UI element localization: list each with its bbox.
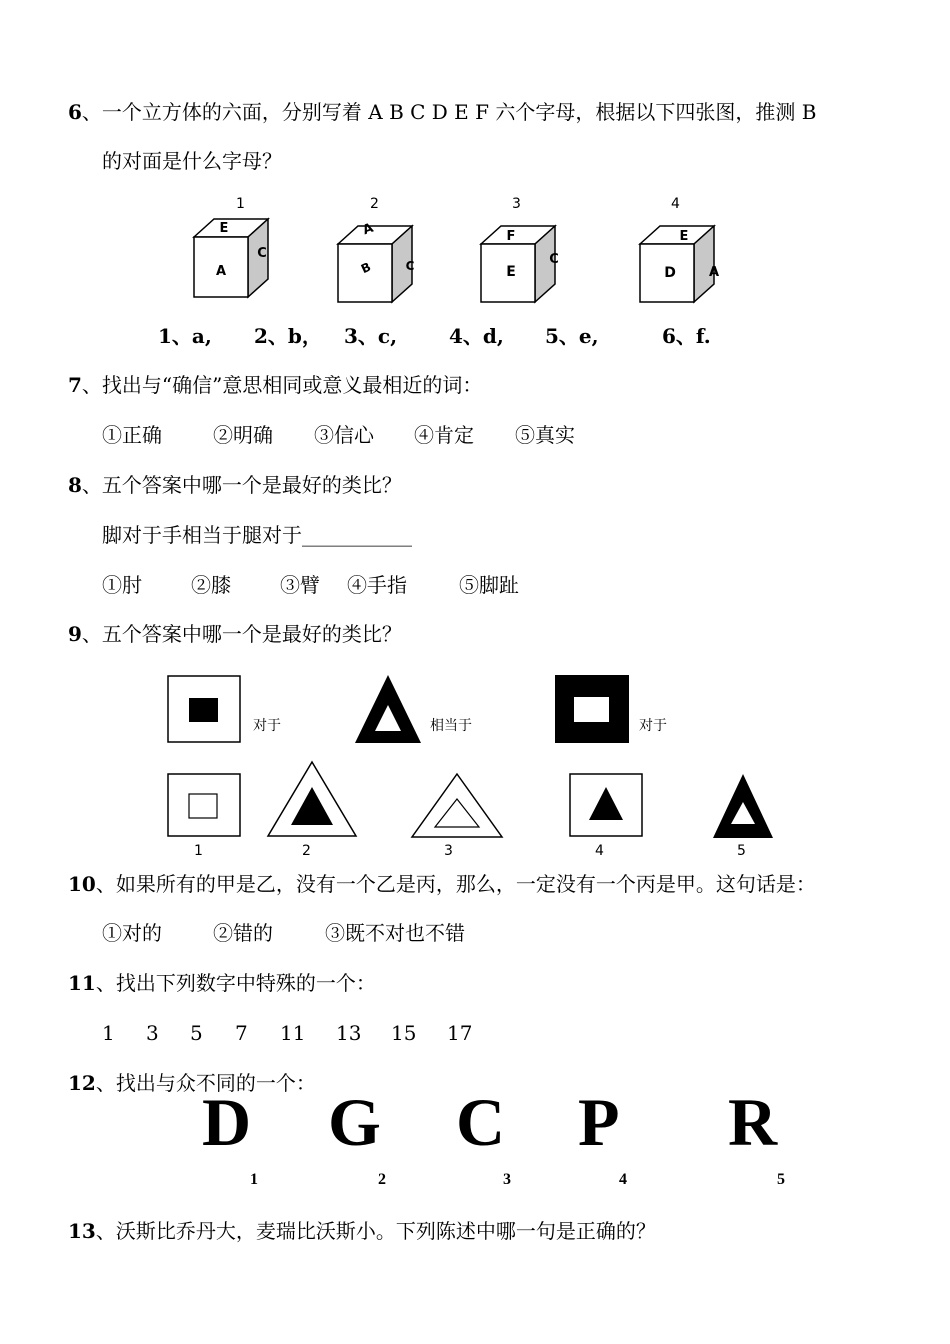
q11-number-17: 17	[447, 1021, 473, 1045]
analogy-triangle-hollow	[353, 673, 423, 745]
cube3-front: E	[506, 264, 516, 280]
q8-option-1: ①肘	[102, 573, 142, 597]
q9-answer-2-figure	[265, 759, 359, 839]
q8-line2: 脚对于手相当于腿对于___________	[102, 523, 412, 547]
analogy-square-hollow-black	[554, 674, 630, 744]
q7-option-3: ③信心	[314, 423, 374, 447]
q7-line1: 、找出与“确信”意思相同或意义最相近的词：	[81, 373, 483, 397]
cube-label-3: 3	[512, 196, 521, 212]
q9-line1: 、五个答案中哪一个是最好的类比？	[81, 622, 402, 646]
q8-option-4: ④手指	[347, 573, 407, 597]
q13-text	[68, 1219, 656, 1243]
cube-figure-3	[477, 215, 567, 307]
cube2-top: A	[360, 220, 376, 239]
q6-line2: 的对面是什么字母？	[102, 149, 282, 173]
cube3-side: C	[549, 252, 559, 267]
q10-number: 10	[68, 872, 96, 896]
q12-label-4: 4	[619, 1171, 627, 1188]
q9-label-4: 4	[595, 843, 604, 859]
q11-number-15: 15	[391, 1021, 417, 1045]
q9-label-3: 3	[444, 843, 453, 859]
q8-option-5: ⑤脚趾	[459, 573, 519, 597]
q9-word-duiyu-1: 对于	[253, 718, 281, 734]
q6-option-3: 3、c,	[344, 324, 398, 348]
analogy-square-small-black	[167, 675, 243, 745]
q12-label-5: 5	[777, 1171, 785, 1188]
q8-option-2: ②膝	[191, 573, 231, 597]
q11-number: 11	[68, 971, 96, 995]
cube1-front: A	[215, 264, 227, 279]
q6-option-4: 4、d,	[449, 324, 504, 348]
q9-answer-1-figure	[167, 773, 243, 839]
q13-number: 13	[68, 1219, 96, 1243]
q12-letter-c: C	[456, 1084, 506, 1160]
cube4-top: E	[679, 229, 689, 244]
q11-number-5: 5	[190, 1021, 203, 1045]
q7-option-4: ④肯定	[414, 423, 474, 447]
q12-letter-g: G	[328, 1084, 381, 1160]
q9-label-5: 5	[737, 843, 746, 859]
q9-answer-4-figure	[569, 773, 645, 839]
q12-label-1: 1	[250, 1171, 258, 1188]
cube-figure-2	[334, 215, 424, 307]
q6-text	[68, 100, 816, 124]
q7-number: 7	[68, 373, 82, 397]
q8-text	[68, 473, 402, 497]
q9-word-duiyu-2: 对于	[639, 718, 667, 734]
cube-label-4: 4	[671, 196, 680, 212]
cube1-side: C	[257, 246, 267, 261]
q11-number-1: 1	[102, 1021, 115, 1045]
q8-number: 8	[68, 473, 82, 497]
q11-text	[68, 971, 376, 995]
cube-figure-4	[636, 215, 726, 307]
q12-number: 12	[68, 1071, 96, 1095]
cube1-top: E	[219, 221, 229, 236]
cube-figure-1	[190, 215, 280, 307]
q7-option-2: ②明确	[213, 423, 273, 447]
q12-letter-r: R	[728, 1084, 778, 1160]
cube3-top: F	[506, 229, 516, 244]
cube4-front: D	[664, 265, 676, 281]
q8-option-3: ③臂	[280, 573, 320, 597]
q7-text	[68, 373, 482, 397]
q11-line1: 、找出下列数字中特殊的一个：	[95, 971, 376, 995]
q11-number-3: 3	[146, 1021, 159, 1045]
q6-line1: 、一个立方体的六面，分别写着 A B C D E F 六个字母，根据以下四张图，推测 B	[81, 100, 817, 124]
q11-number-11: 11	[280, 1021, 306, 1045]
cube4-side: A	[708, 265, 720, 280]
q10-text	[68, 872, 816, 896]
q12-label-2: 2	[378, 1171, 386, 1188]
q11-number-7: 7	[235, 1021, 248, 1045]
q12-text	[68, 1071, 316, 1095]
cube-label-2: 2	[370, 196, 379, 212]
q10-option-1: ①对的	[102, 921, 162, 945]
q10-option-3: ③既不对也不错	[325, 921, 465, 945]
q6-option-5: 5、e,	[545, 324, 599, 348]
q8-line1: 、五个答案中哪一个是最好的类比？	[81, 473, 402, 497]
cube2-side: C	[405, 259, 415, 273]
q6-option-2: 2、b，	[254, 324, 322, 348]
cube2-front: B	[358, 259, 374, 277]
q9-label-1: 1	[194, 843, 203, 859]
q10-option-2: ②错的	[213, 921, 273, 945]
q6-option-6: 6、f.	[662, 324, 711, 348]
q12-label-3: 3	[503, 1171, 511, 1188]
q11-number-13: 13	[336, 1021, 362, 1045]
q12-letter-d: D	[202, 1084, 252, 1160]
cube-label-1: 1	[236, 196, 245, 212]
q10-line1: 、如果所有的甲是乙，没有一个乙是丙，那么，一定没有一个丙是甲。这句话是：	[95, 872, 816, 896]
q9-number: 9	[68, 622, 82, 646]
q12-line1: 、找出与众不同的一个：	[95, 1071, 316, 1095]
q6-number: 6	[68, 100, 82, 124]
q9-text	[68, 622, 402, 646]
q12-letter-p: P	[578, 1084, 620, 1160]
q7-option-5: ⑤真实	[515, 423, 575, 447]
q6-option-1: 1、a,	[158, 324, 212, 348]
q9-label-2: 2	[302, 843, 311, 859]
q9-answer-3-figure	[409, 771, 505, 839]
q13-line1: 、沃斯比乔丹大，麦瑞比沃斯小。下列陈述中哪一句是正确的？	[95, 1219, 656, 1243]
q7-option-1: ①正确	[102, 423, 162, 447]
q9-answer-5-figure	[711, 772, 775, 840]
q9-word-xiangdangyu: 相当于	[430, 718, 472, 734]
